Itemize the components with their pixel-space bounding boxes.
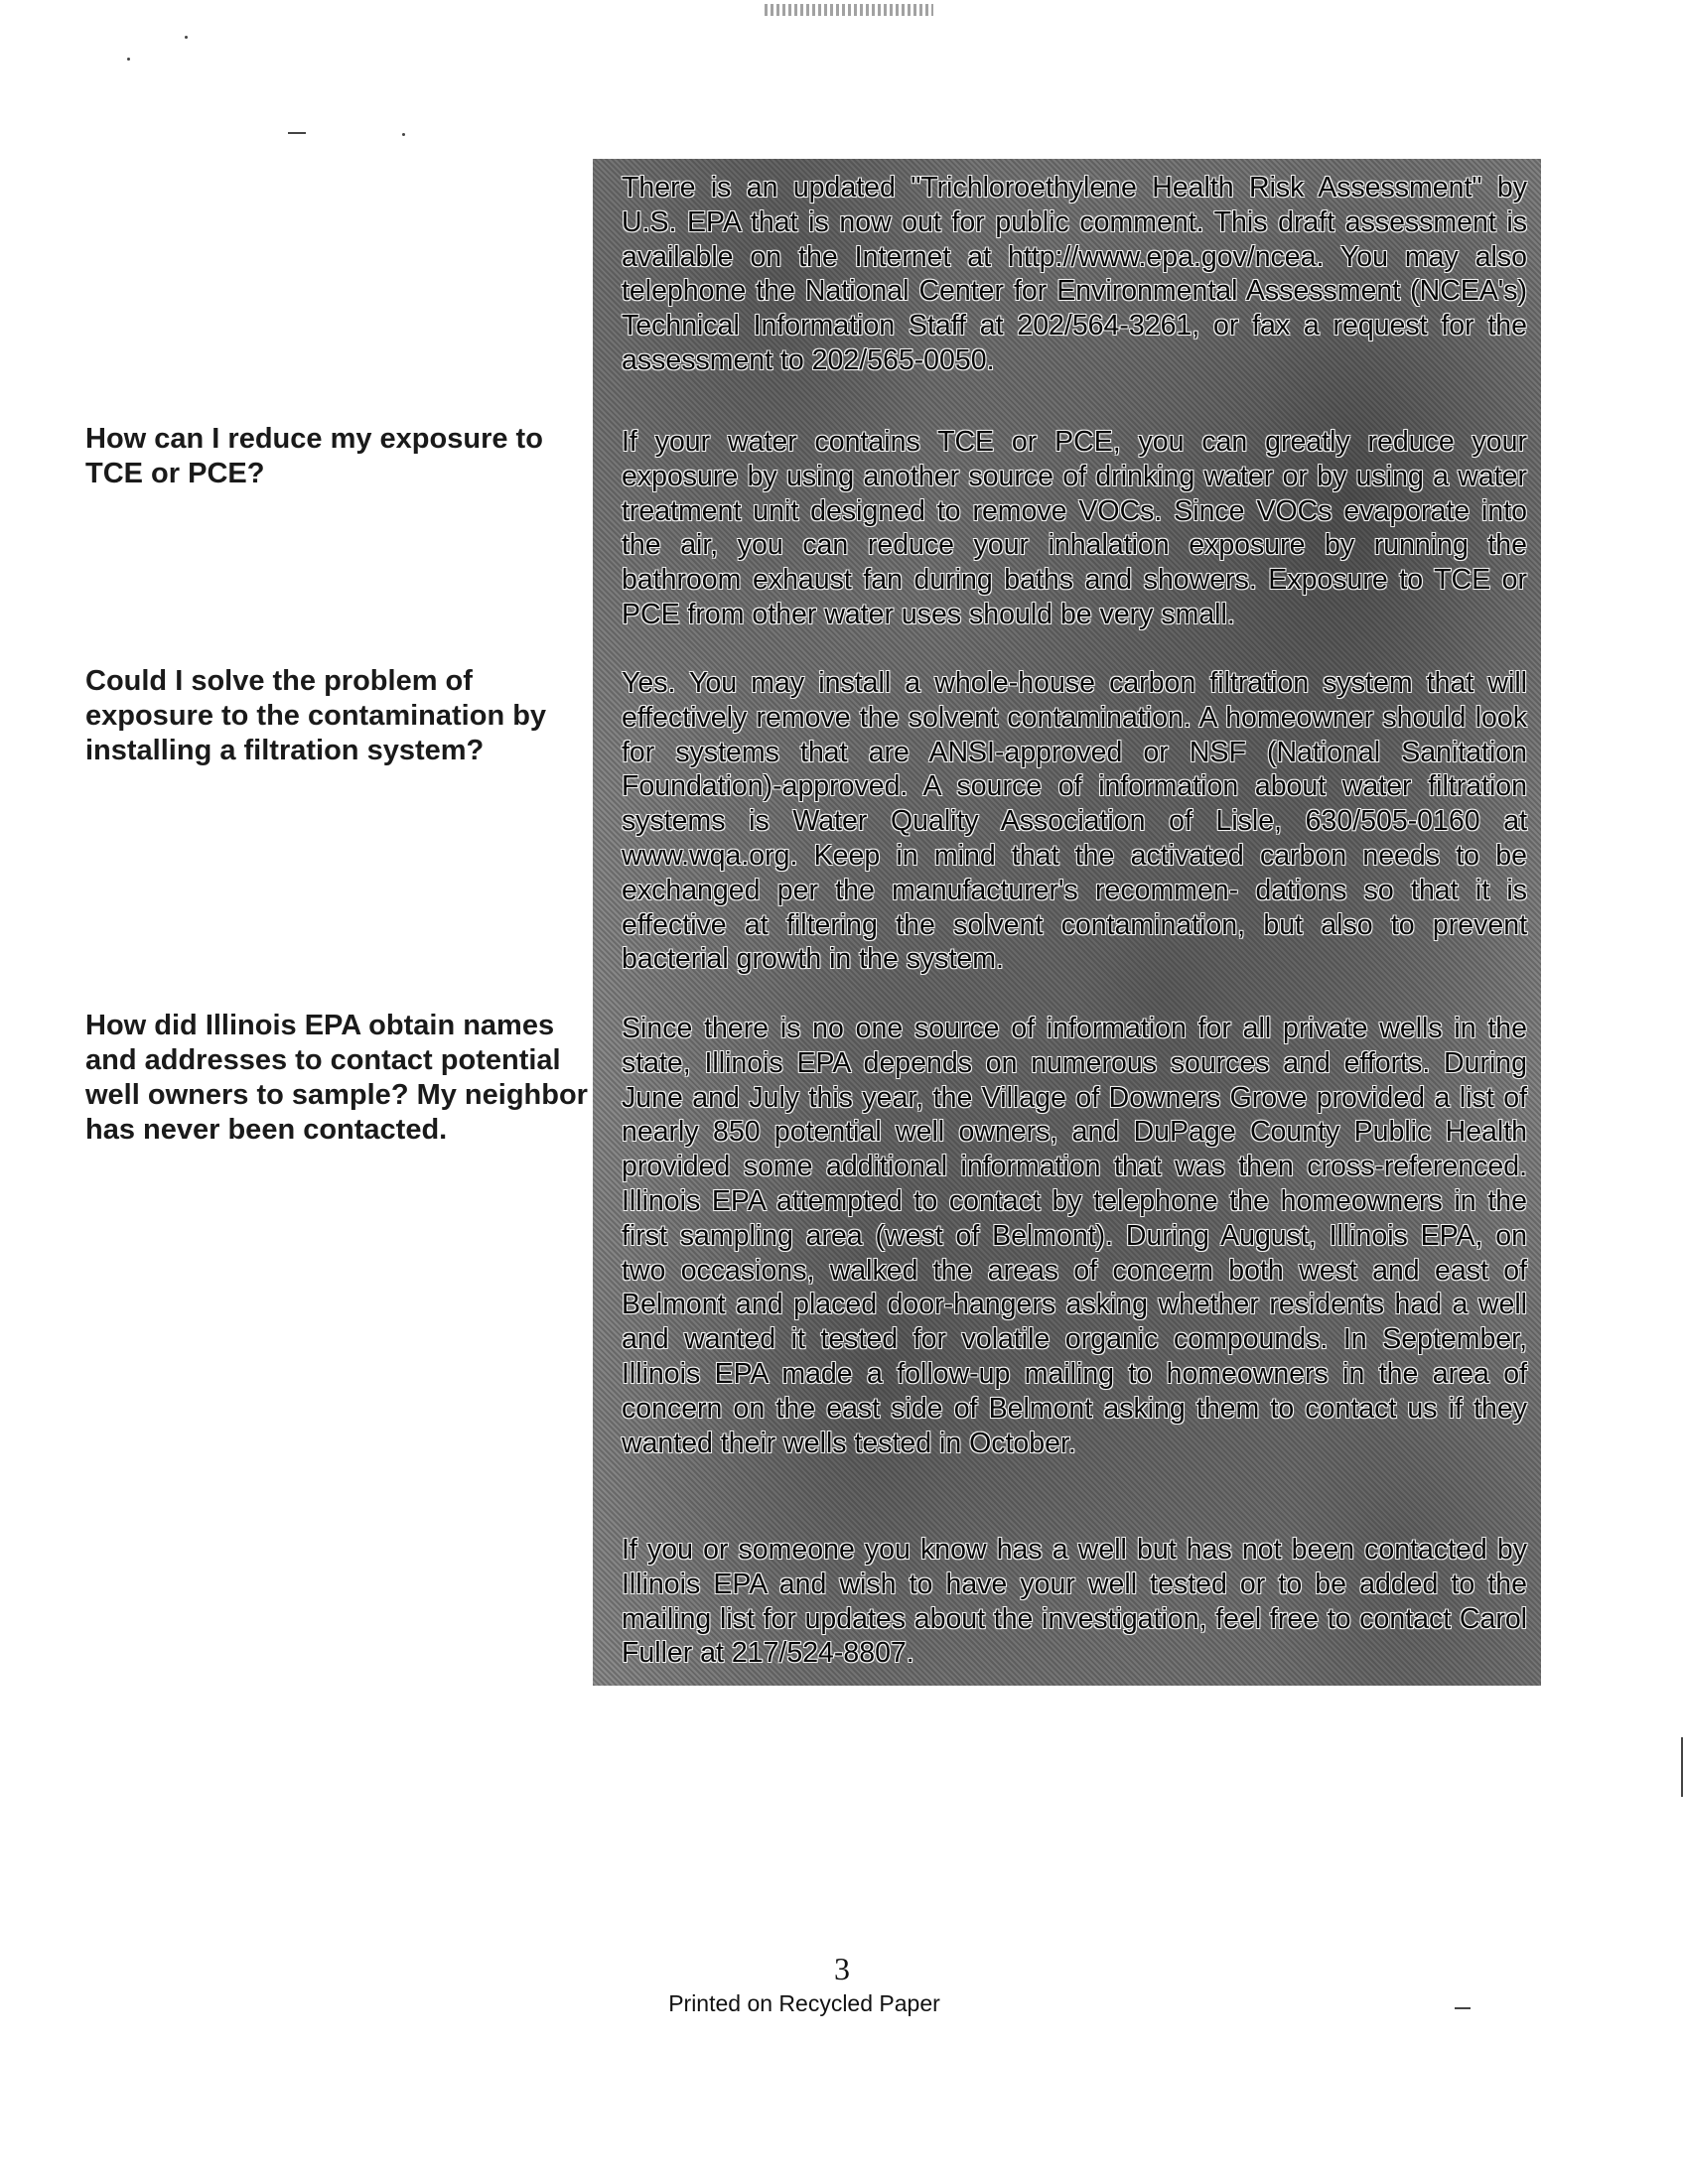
scan-header-artifact (765, 4, 933, 16)
page-number: 3 (834, 1951, 850, 1986)
answer-filtration-system: Yes. You may install a whole-house carbon filtration system that will effectively remove the solvent contamination. A homeowner should look for systems that are ANSI-approved or NSF (National Sanitation Foundation)-approved. A source of information about water filtration systems is Water Quality Association of Lisle, 630/505-0160 at www.wqa.org. Keep in mind that the activated carbon needs to be exchanged per the manufacturer's recommen- dations so that it is effective at filtering the solvent contamination, but also to prevent bacterial growth in the system. (622, 667, 1527, 976)
scan-speck (127, 58, 130, 61)
answer-tce-assessment: There is an updated "Trichloroethylene Health Risk Assessment" by U.S. EPA that is now out for public comment. This draft assessment is available on the Internet at http://www.epa.gov/ncea. You may also telephone the National Center for Environmental Assessment (NCEA's) Technical Information Staff at 202/564-3261, or fax a request for the assessment to 202/565-0050. (622, 172, 1527, 376)
answer-contact-well-owners: Since there is no one source of information for all private wells in the state, Illinois EPA depends on numerous sources and efforts. During June and July this year, the Village of Downers Grove provided a list of nearly 850 potential well owners, and DuPage County Public Health provided some additional information that was then cross-referenced. Illinois EPA attempted to contact by telephone the homeowners in the first sampling area (west of Belmont). During August, Illinois EPA, on two occasions, walked the areas of concern both west and east of Belmont and placed door-hangers asking whether residents had a well and wanted it tested for volatile organic compounds. In September, Illinois EPA made a follow-up mailing to homeowners in the area of concern on the east side of Belmont asking them to contact us if they wanted their wells tested in October. (622, 1013, 1527, 1459)
scan-speck (288, 132, 306, 134)
recycled-paper-note: Printed on Recycled Paper (668, 1990, 940, 2016)
scan-speck (402, 133, 405, 136)
question-filtration-system: Could I solve the problem of exposure to the contamination by installing a filtration system? (85, 665, 547, 766)
answer-contact-carol-fuller: If you or someone you know has a well but has not been contacted by Illinois EPA and wish to have your well tested or to be added to the mailing list for updates about the investigation, feel free to contact Carol Fuller at 217/524-8807. (622, 1534, 1527, 1670)
scan-speck (185, 36, 188, 39)
answer-reduce-exposure: If your water contains TCE or PCE, you can greatly reduce your exposure by using another source of drinking water or by using a water treatment unit designed to remove VOCs. Since VOCs evaporate into the air, you can reduce your inhalation exposure by running the bathroom exhaust fan during baths and showers. Exposure to TCE or PCE from other water uses should be very small. (622, 426, 1527, 630)
question-contact-well-owners: How did Illinois EPA obtain names and addresses to contact potential well owners to sample? My neighbor has never been contacted. (85, 1010, 588, 1146)
scan-speck (1681, 1737, 1683, 1797)
question-reduce-exposure: How can I reduce my exposure to TCE or PCE? (85, 423, 543, 489)
